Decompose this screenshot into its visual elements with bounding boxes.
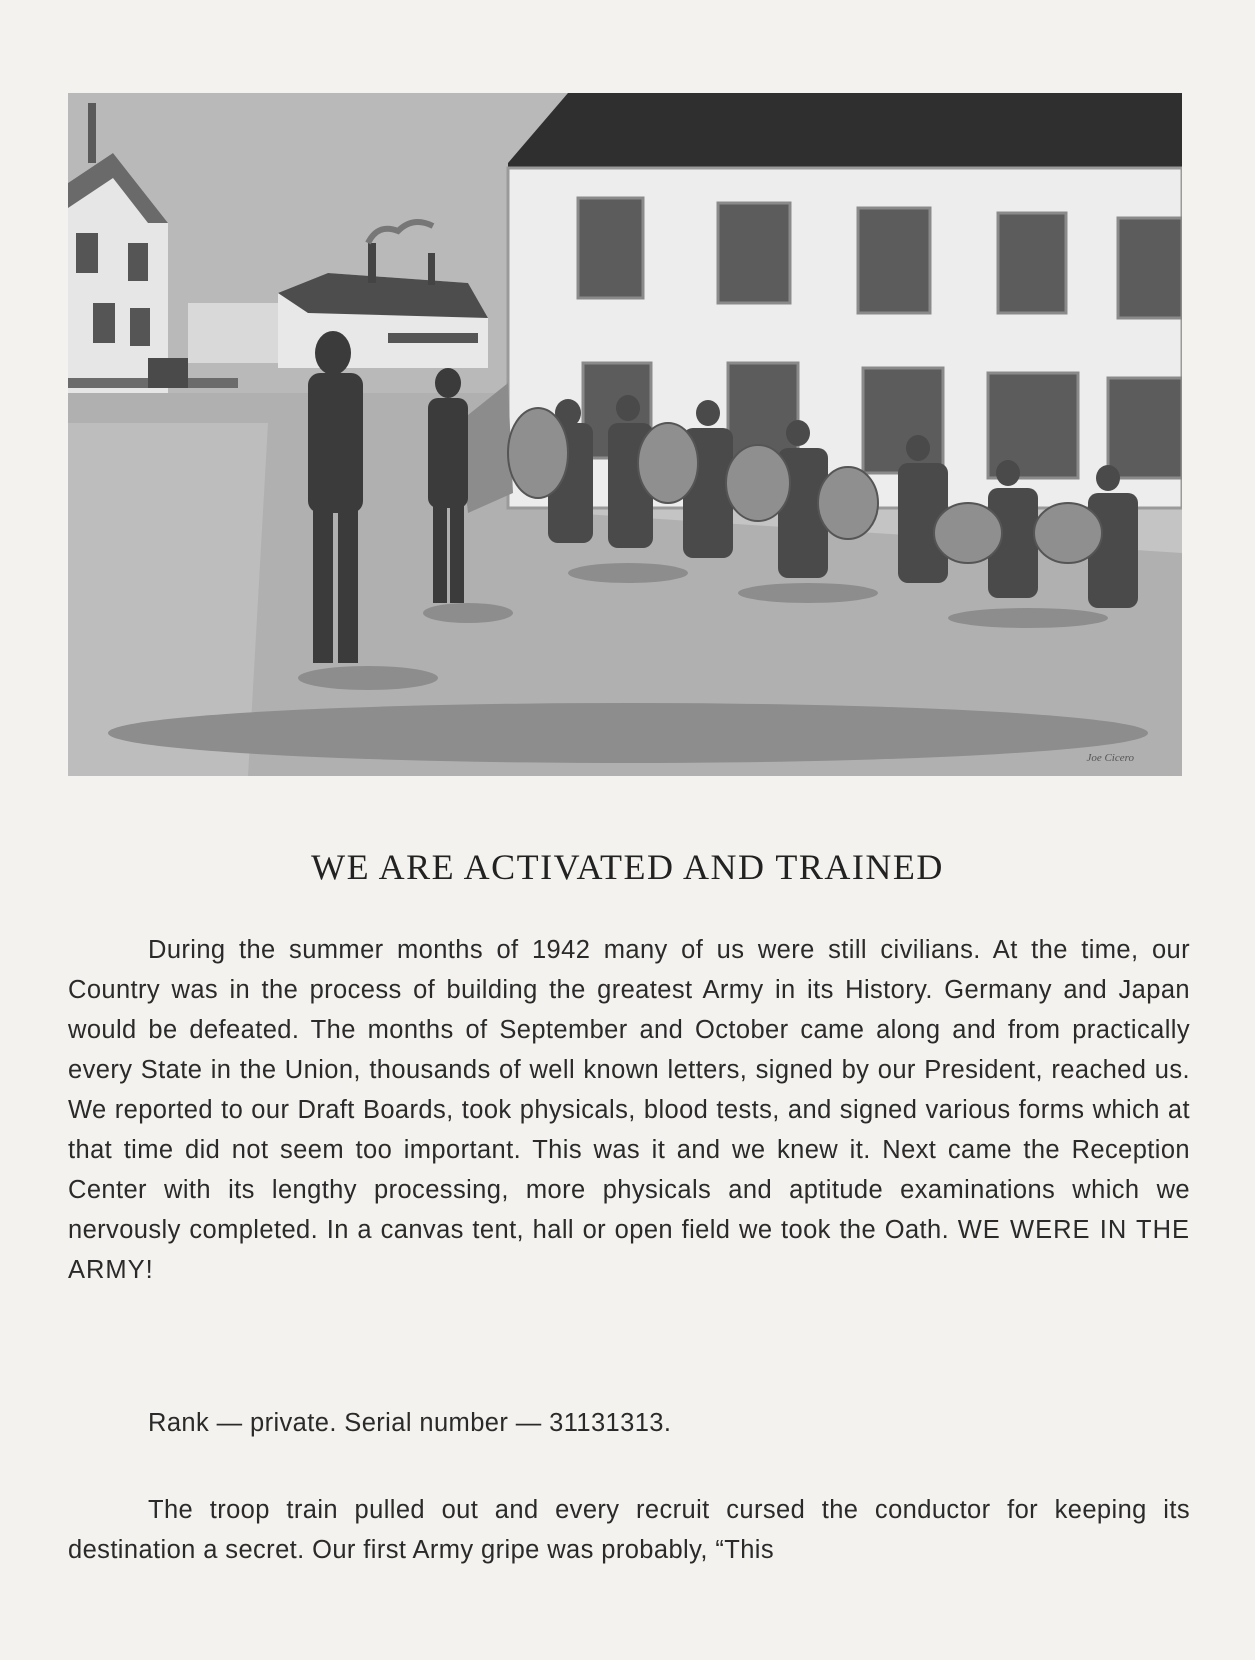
page-title: WE ARE ACTIVATED AND TRAINED xyxy=(311,847,944,887)
paragraph-1-emphasis: WE WERE IN THE ARMY! xyxy=(68,1216,1190,1284)
paragraph-1 xyxy=(68,930,1190,1290)
barracks-illustration xyxy=(68,93,1182,776)
barracks-scene-image xyxy=(68,93,1182,776)
paragraph-3: The troop train pulled out and every recruit cursed the conductor for keeping its destination a secret. Our first Army gripe was probably, “This xyxy=(68,1496,1190,1564)
paragraph-1-text: During the summer months of 1942 many of us were still civilians. At the time, our Country was in the process of building the greatest Army in its History. Germany and Japan would be defeated. The months of September and October came along and from practically every State in the Union, thousands of well known letters, signed by our President, reached us. We reported to our Draft Boards, took physicals, blood tests, and signed various forms which at that time did not seem too important. This was it and we knew it. Next came the Reception Center with its lengthy processing, more physicals and aptitude examinations which we nervously completed. In a canvas tent, hall or open field we took the Oath. xyxy=(68,936,1190,1244)
paragraph-2: Rank — private. Serial number — 31131313. xyxy=(148,1409,672,1437)
artist-signature: Joe Cicero xyxy=(1086,752,1134,764)
